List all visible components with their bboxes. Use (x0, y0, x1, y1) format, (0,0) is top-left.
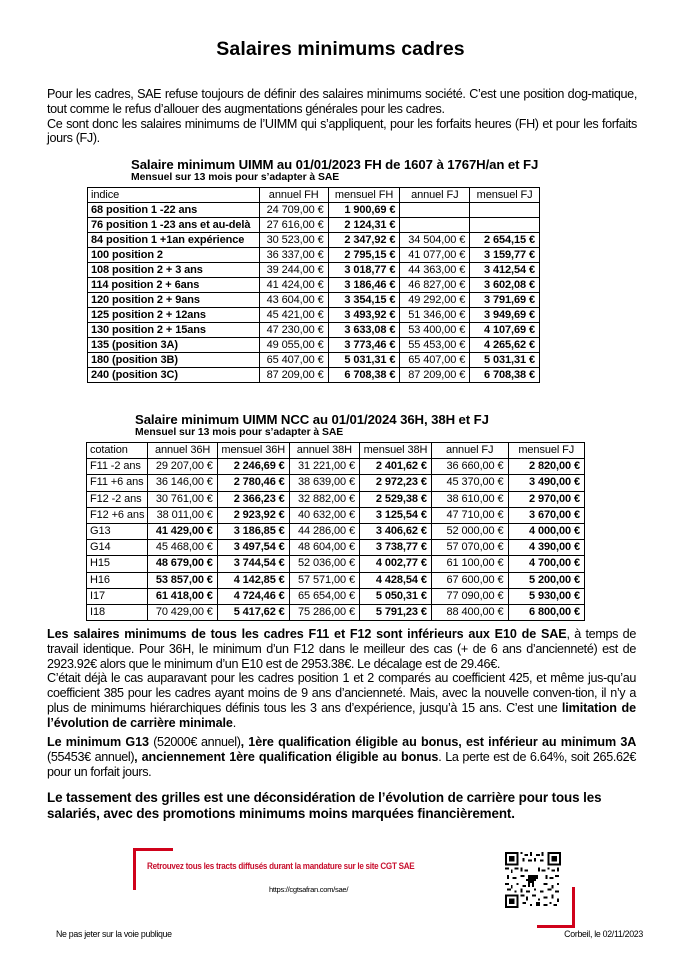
value-cell: 3 186,85 € (217, 523, 289, 539)
value-cell: 45 468,00 € (148, 540, 217, 556)
value-cell: 3 738,77 € (360, 540, 432, 556)
row-label-cell: H15 (87, 556, 148, 572)
row-label-cell: 100 position 2 (88, 248, 260, 263)
value-cell: 3 186,46 € (328, 278, 400, 293)
value-cell: 2 923,92 € (217, 507, 289, 523)
table-row (87, 604, 585, 620)
table-row (88, 323, 540, 338)
table-row (87, 459, 585, 475)
intro-text (47, 87, 637, 146)
row-label-cell: F12 +6 ans (87, 507, 148, 523)
table-row (88, 203, 540, 218)
value-cell: 3 670,00 € (508, 507, 584, 523)
value-cell: 2 366,23 € (217, 491, 289, 507)
row-label-cell: I17 (87, 588, 148, 604)
value-cell: 36 146,00 € (148, 475, 217, 491)
value-cell: 49 292,00 € (400, 293, 470, 308)
value-cell: 34 504,00 € (400, 233, 470, 248)
analysis-p3-bold-1: Le minimum G13 (47, 735, 154, 749)
analysis-p3-text-2: (55453€ annuel) (47, 749, 135, 764)
table-row (88, 293, 540, 308)
value-cell: 4 265,62 € (470, 338, 540, 353)
row-label-cell: F12 -2 ans (87, 491, 148, 507)
value-cell: 5 050,31 € (360, 588, 432, 604)
analysis-p2-text: C’était déjà le cas auparavant pour les cadres position 1 et 2 comparés au coefficient 425, et même jus-qu’au coefficient 385 pour les cadres ayant moins de 9 ans d’ancienneté. Mais, avec la nouvelle conven-tion, il n’y a plus de minimums hiérarchiques définis tous les 3 ans d’expérience, jusqu’à 15 ans. C’est une (47, 671, 636, 715)
row-label-cell: 240 (position 3C) (88, 368, 260, 383)
value-cell: 6 708,38 € (470, 368, 540, 383)
value-cell: 88 400,00 € (431, 604, 508, 620)
intro-paragraph-1: Pour les cadres, SAE refuse toujours de définir des salaires minimums société. C’est une position dog-matique, tout comme le refus d’allouer des augmentations générales pour les cadres. (47, 87, 637, 116)
value-cell (470, 218, 540, 233)
analysis-p2-end: . (232, 715, 236, 730)
table-row (88, 368, 540, 383)
value-cell: 2 529,38 € (360, 491, 432, 507)
row-label-cell: G14 (87, 540, 148, 556)
value-cell: 3 412,54 € (470, 263, 540, 278)
promo-url-link[interactable]: https://cgtsafran.com/sae/ (269, 885, 349, 894)
value-cell: 36 337,00 € (259, 248, 328, 263)
value-cell: 47 710,00 € (431, 507, 508, 523)
table-row (87, 523, 585, 539)
value-cell: 5 031,31 € (328, 353, 400, 368)
value-cell: 61 100,00 € (431, 556, 508, 572)
value-cell: 3 602,08 € (470, 278, 540, 293)
value-cell: 38 011,00 € (148, 507, 217, 523)
value-cell (400, 218, 470, 233)
row-label-cell: H16 (87, 572, 148, 588)
value-cell: 38 639,00 € (289, 475, 359, 491)
row-label-cell: F11 -2 ans (87, 459, 148, 475)
value-cell: 52 000,00 € (431, 523, 508, 539)
value-cell (400, 203, 470, 218)
value-cell: 36 660,00 € (431, 459, 508, 475)
analysis-p3-bold-3: , anciennement 1ère qualification éligible au bonus (134, 749, 439, 764)
column-header: annuel FJ (431, 443, 508, 459)
value-cell: 6 800,00 € (508, 604, 584, 620)
value-cell: 3 497,54 € (217, 540, 289, 556)
value-cell: 30 523,00 € (259, 233, 328, 248)
promo-text: Retrouvez tous les tracts diffusés durant la mandature sur le site CGT SAE (147, 861, 415, 871)
column-header: indice (88, 188, 260, 203)
table-row (88, 278, 540, 293)
column-header: mensuel 38H (360, 443, 432, 459)
table-row (88, 233, 540, 248)
value-cell: 5 791,23 € (360, 604, 432, 620)
analysis-paragraph-3 (47, 735, 636, 779)
value-cell: 5 031,31 € (470, 353, 540, 368)
value-cell: 41 429,00 € (148, 523, 217, 539)
row-label-cell: 135 (position 3A) (88, 338, 260, 353)
column-header: cotation (87, 443, 148, 459)
analysis-p3-text-1: (52000€ annuel) (153, 735, 241, 749)
row-label-cell: F11 +6 ans (87, 475, 148, 491)
value-cell: 5 200,00 € (508, 572, 584, 588)
value-cell: 3 744,54 € (217, 556, 289, 572)
value-cell: 57 571,00 € (289, 572, 359, 588)
value-cell: 57 070,00 € (431, 540, 508, 556)
value-cell: 48 604,00 € (289, 540, 359, 556)
value-cell: 47 230,00 € (259, 323, 328, 338)
analysis-p3-text-3: . La perte est de 6.64%, soit 265.62€ pour un forfait jours. (47, 749, 636, 779)
column-header: annuel FJ (400, 188, 470, 203)
value-cell: 2 401,62 € (360, 459, 432, 475)
table-row (87, 507, 585, 523)
value-cell: 49 055,00 € (259, 338, 328, 353)
value-cell: 77 090,00 € (431, 588, 508, 604)
value-cell: 2 124,31 € (328, 218, 400, 233)
salary-table-2024 (86, 442, 585, 621)
value-cell: 44 363,00 € (400, 263, 470, 278)
table-row (87, 556, 585, 572)
table-row (88, 218, 540, 233)
value-cell: 70 429,00 € (148, 604, 217, 620)
value-cell: 2 970,00 € (508, 491, 584, 507)
value-cell: 2 654,15 € (470, 233, 540, 248)
table1-heading: Salaire minimum UIMM au 01/01/2023 FH de 1607 à 1767H/an et FJ (131, 157, 539, 172)
value-cell: 3 125,54 € (360, 507, 432, 523)
table-row (88, 353, 540, 368)
salary-table-2023 (87, 187, 540, 383)
footer-date-location: Corbeil, le 02/11/2023 (564, 929, 643, 939)
value-cell: 31 221,00 € (289, 459, 359, 475)
value-cell: 24 709,00 € (259, 203, 328, 218)
column-header: mensuel 36H (217, 443, 289, 459)
column-header: mensuel FJ (470, 188, 540, 203)
analysis-p1-text: , à temps de travail identique. Pour 36H, le minimum d’un F12 dans le meilleur des cas (+ de 6 ans d’ancienneté) est de 2923.92€ alors que le minimum d’un E10 est de 2953.38€. Le décalage est de 29.46€. (47, 627, 636, 671)
table-row (87, 572, 585, 588)
row-label-cell: 114 position 2 + 6ans (88, 278, 260, 293)
value-cell: 5 930,00 € (508, 588, 584, 604)
table-row (87, 588, 585, 604)
value-cell: 52 036,00 € (289, 556, 359, 572)
value-cell: 48 679,00 € (148, 556, 217, 572)
row-label-cell: 84 position 1 +1an expérience (88, 233, 260, 248)
value-cell: 4 700,00 € (508, 556, 584, 572)
page-title: Salaires minimums cadres (216, 38, 465, 60)
row-label-cell: G13 (87, 523, 148, 539)
table-header-row (88, 188, 540, 203)
value-cell: 4 428,54 € (360, 572, 432, 588)
column-header: mensuel FJ (508, 443, 584, 459)
value-cell: 4 000,00 € (508, 523, 584, 539)
value-cell: 3 354,15 € (328, 293, 400, 308)
qr-code-icon[interactable] (505, 852, 561, 908)
intro-paragraph-2: Ce sont donc les salaires minimums de l’UIMM qui s’appliquent, pour les forfaits heures (FH) et pour les forfaits jours (FJ). (47, 116, 637, 146)
value-cell: 3 633,08 € (328, 323, 400, 338)
value-cell: 3 949,69 € (470, 308, 540, 323)
value-cell: 65 654,00 € (289, 588, 359, 604)
footer-disclaimer: Ne pas jeter sur la voie publique (56, 929, 172, 939)
value-cell: 40 632,00 € (289, 507, 359, 523)
value-cell: 29 207,00 € (148, 459, 217, 475)
value-cell: 3 406,62 € (360, 523, 432, 539)
value-cell: 67 600,00 € (431, 572, 508, 588)
row-label-cell: I18 (87, 604, 148, 620)
value-cell: 5 417,62 € (217, 604, 289, 620)
value-cell: 2 347,92 € (328, 233, 400, 248)
value-cell: 4 142,85 € (217, 572, 289, 588)
value-cell: 41 424,00 € (259, 278, 328, 293)
value-cell: 3 791,69 € (470, 293, 540, 308)
value-cell: 4 107,69 € (470, 323, 540, 338)
column-header: annuel 38H (289, 443, 359, 459)
value-cell: 44 286,00 € (289, 523, 359, 539)
value-cell: 75 286,00 € (289, 604, 359, 620)
value-cell: 6 708,38 € (328, 368, 400, 383)
analysis-p1-bold: Les salaires minimums de tous les cadres F11 et F12 sont inférieurs aux E10 de SAE (47, 627, 567, 641)
value-cell: 30 761,00 € (148, 491, 217, 507)
row-label-cell: 130 position 2 + 15ans (88, 323, 260, 338)
table-row (88, 308, 540, 323)
value-cell: 45 421,00 € (259, 308, 328, 323)
value-cell: 45 370,00 € (431, 475, 508, 491)
value-cell: 2 820,00 € (508, 459, 584, 475)
value-cell: 39 244,00 € (259, 263, 328, 278)
value-cell (470, 203, 540, 218)
table-row (88, 263, 540, 278)
value-cell: 55 453,00 € (400, 338, 470, 353)
table-row (87, 475, 585, 491)
row-label-cell: 180 (position 3B) (88, 353, 260, 368)
value-cell: 46 827,00 € (400, 278, 470, 293)
table2-heading: Salaire minimum UIMM NCC au 01/01/2024 36H, 38H et FJ (135, 412, 489, 427)
column-header: mensuel FH (328, 188, 400, 203)
table1-subheading: Mensuel sur 13 mois pour s’adapter à SAE (131, 172, 340, 183)
value-cell: 4 002,77 € (360, 556, 432, 572)
analysis-p2-bold: limitation de l’évolution de carrière minimale (47, 700, 636, 730)
row-label-cell: 68 position 1 -22 ans (88, 203, 260, 218)
value-cell: 27 616,00 € (259, 218, 328, 233)
value-cell: 41 077,00 € (400, 248, 470, 263)
value-cell: 3 490,00 € (508, 475, 584, 491)
value-cell: 2 780,46 € (217, 475, 289, 491)
value-cell: 2 972,23 € (360, 475, 432, 491)
value-cell: 38 610,00 € (431, 491, 508, 507)
row-label-cell: 76 position 1 -23 ans et au-delà (88, 218, 260, 233)
row-label-cell: 108 position 2 + 3 ans (88, 263, 260, 278)
value-cell: 65 407,00 € (259, 353, 328, 368)
value-cell: 3 773,46 € (328, 338, 400, 353)
value-cell: 4 724,46 € (217, 588, 289, 604)
column-header: annuel FH (259, 188, 328, 203)
table-row (88, 338, 540, 353)
value-cell: 3 159,77 € (470, 248, 540, 263)
value-cell: 2 795,15 € (328, 248, 400, 263)
value-cell: 3 018,77 € (328, 263, 400, 278)
value-cell: 53 400,00 € (400, 323, 470, 338)
value-cell: 32 882,00 € (289, 491, 359, 507)
table-row (88, 248, 540, 263)
value-cell: 65 407,00 € (400, 353, 470, 368)
value-cell: 1 900,69 € (328, 203, 400, 218)
table-row (87, 540, 585, 556)
analysis-paragraph-1 (47, 627, 636, 731)
promo-box (133, 848, 575, 928)
closing-statement: Le tassement des grilles est une déconsidération de l’évolution de carrière pour tous les salariés, avec des promotions minimums moins marquées financièrement. (47, 790, 602, 821)
row-label-cell: 125 position 2 + 12ans (88, 308, 260, 323)
value-cell: 43 604,00 € (259, 293, 328, 308)
table-row (87, 491, 585, 507)
value-cell: 3 493,92 € (328, 308, 400, 323)
value-cell: 2 246,69 € (217, 459, 289, 475)
column-header: annuel 36H (148, 443, 217, 459)
value-cell: 61 418,00 € (148, 588, 217, 604)
value-cell: 4 390,00 € (508, 540, 584, 556)
value-cell: 51 346,00 € (400, 308, 470, 323)
table2-subheading: Mensuel sur 13 mois pour s’adapter à SAE (135, 427, 344, 438)
table-header-row (87, 443, 585, 459)
analysis-p3-bold-2: , 1ère qualification éligible au bonus, est inférieur au minimum 3A (240, 735, 636, 749)
row-label-cell: 120 position 2 + 9ans (88, 293, 260, 308)
value-cell: 87 209,00 € (259, 368, 328, 383)
value-cell: 53 857,00 € (148, 572, 217, 588)
value-cell: 87 209,00 € (400, 368, 470, 383)
